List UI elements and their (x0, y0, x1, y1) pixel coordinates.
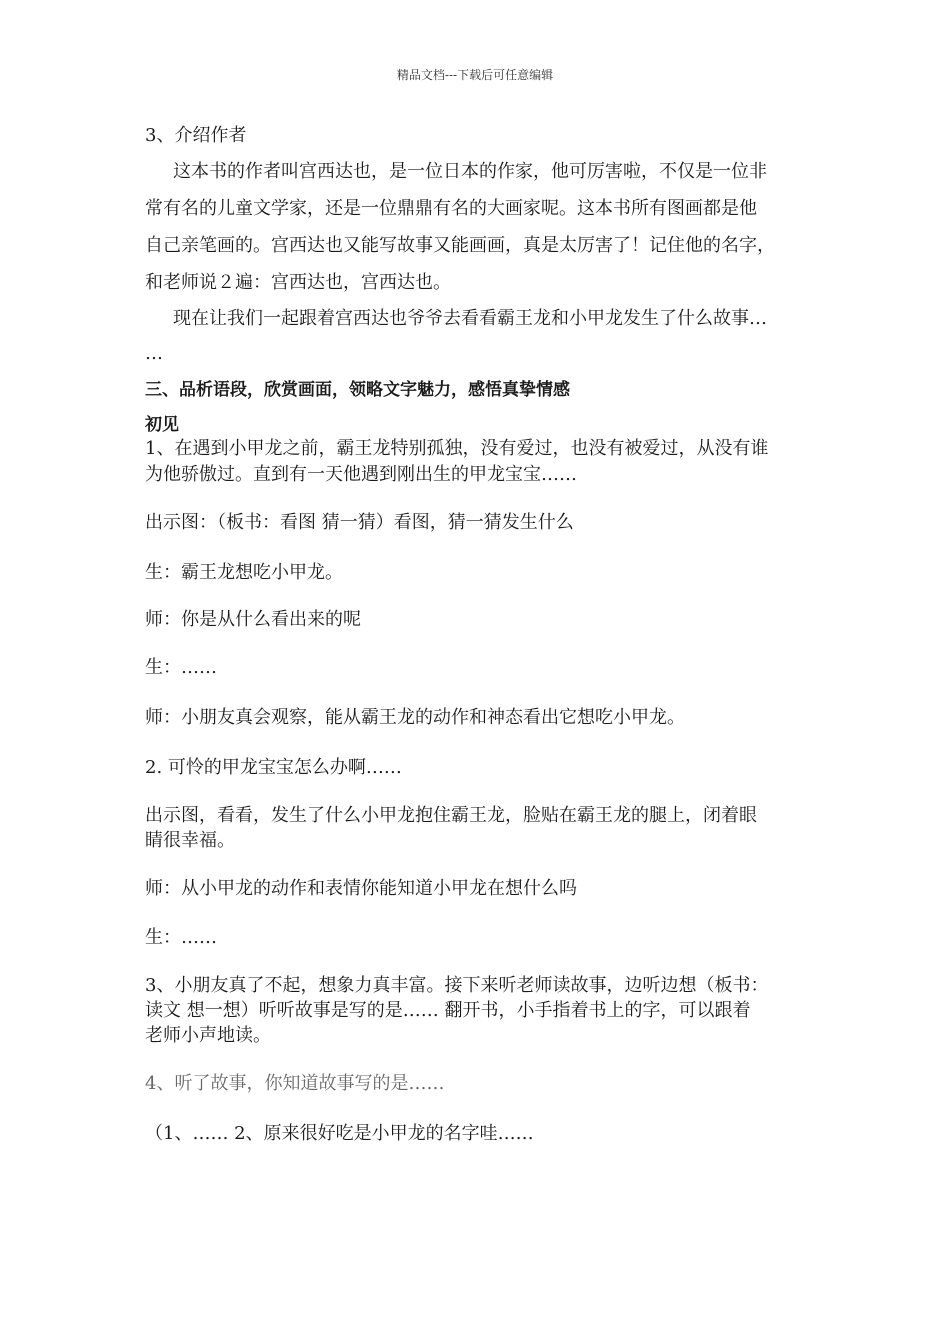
show-picture-line: 出示图：（板书：看图 猜一猜）看图，猜一猜发生什么 (145, 512, 574, 533)
paragraph-line: 常有名的儿童文学家，还是一位鼎鼎有名的大画家呢。这本书所有图画都是他 (145, 198, 757, 219)
paragraph-line: 这本书的作者叫宫西达也，是一位日本的作家，他可厉害啦，不仅是一位非 (173, 161, 767, 182)
item-3-line: 读文 想一想）听听故事是写的是…… 翻开书，小手指着书上的字，可以跟着 (145, 1000, 751, 1021)
subheading-first-meet: 初见 (145, 415, 179, 435)
item-4: 4、听了故事，你知道故事写的是…… (145, 1073, 445, 1094)
teacher-question: 师：从小甲龙的动作和表情你能知道小甲龙在想什么吗 (145, 878, 577, 899)
student-answer: 生：…… (145, 927, 217, 948)
student-answer: 生：…… (145, 657, 217, 678)
item-2: 2. 可怜的甲龙宝宝怎么办啊…… (145, 757, 402, 778)
item-3-line: 3、小朋友真了不起，想象力真丰富。接下来听老师读故事，边听边想（板书： (145, 975, 769, 996)
item-3-line: 老师小声地读。 (145, 1025, 271, 1046)
page-header: 精品文档---下载后可任意编辑 (396, 68, 554, 82)
section-heading-three: 三、品析语段，欣赏画面，领略文字魅力，感悟真挚情感 (145, 380, 570, 400)
show-picture-line: 睛很幸福。 (145, 830, 235, 851)
teacher-question: 师：你是从什么看出来的呢 (145, 609, 361, 630)
show-picture-line: 出示图，看看，发生了什么小甲龙抱住霸王龙，脸贴在霸王龙的腿上，闭着眼 (145, 805, 757, 826)
teacher-comment: 师：小朋友真会观察，能从霸王龙的动作和神态看出它想吃小甲龙。 (145, 707, 685, 728)
paragraph-line: 和老师说２遍：宫西达也，宫西达也。 (145, 272, 451, 293)
paragraph-line: 自己亲笔画的。宫西达也又能写故事又能画画，真是太厉害了！记住他的名字， (145, 235, 775, 256)
section-heading-intro: 3、介绍作者 (145, 125, 247, 146)
item-5: （1、…… 2、原来很好吃是小甲龙的名字哇…… (145, 1123, 534, 1144)
student-answer: 生：霸王龙想吃小甲龙。 (145, 562, 343, 583)
paragraph-line: … (145, 343, 163, 364)
item-1-line: 为他骄傲过。直到有一天他遇到刚出生的甲龙宝宝…… (145, 464, 577, 485)
item-1-line: 1、在遇到小甲龙之前，霸王龙特别孤独，没有爱过，也没有被爱过，从没有谁 (145, 438, 769, 459)
paragraph-line: 现在让我们一起跟着宫西达也爷爷去看看霸王龙和小甲龙发生了什么故事… (173, 308, 767, 329)
